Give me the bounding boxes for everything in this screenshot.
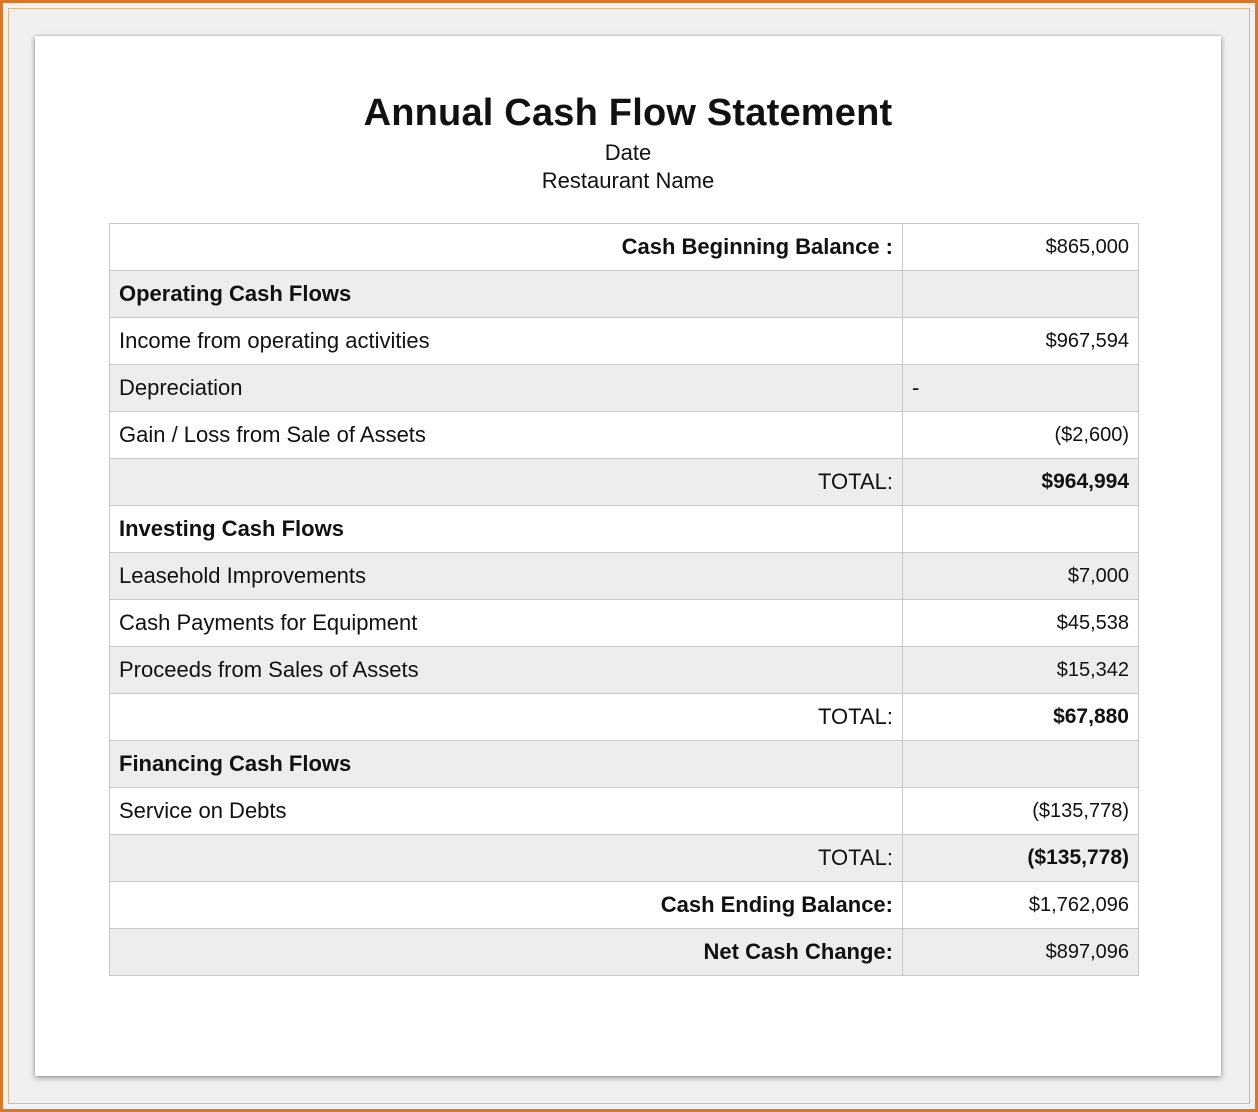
investing-item-value: $45,538 [903, 600, 1139, 647]
net-change-value: $897,096 [903, 929, 1139, 976]
table-row [110, 412, 1139, 459]
investing-item-label: Leasehold Improvements [110, 553, 903, 600]
financing-total-value: ($135,778) [903, 835, 1139, 882]
net-change-row [110, 929, 1139, 976]
table-row [110, 788, 1139, 835]
financing-item-label: Service on Debts [110, 788, 903, 835]
ending-balance-value: $1,762,096 [903, 882, 1139, 929]
operating-header-value-cell [903, 271, 1139, 318]
financing-header: Financing Cash Flows [110, 741, 903, 788]
investing-total-label: TOTAL: [110, 694, 903, 741]
table-row [110, 365, 1139, 412]
operating-item-value: ($2,600) [903, 412, 1139, 459]
table-row [110, 318, 1139, 365]
investing-item-value: $15,342 [903, 647, 1139, 694]
financing-total-row [110, 835, 1139, 882]
restaurant-name-label: Restaurant Name [541, 168, 715, 193]
operating-header-row [110, 271, 1139, 318]
beginning-balance-row [110, 224, 1139, 271]
table-row [110, 647, 1139, 694]
investing-header-value-cell [903, 506, 1139, 553]
investing-item-value: $7,000 [903, 553, 1139, 600]
date-label: Date [604, 140, 652, 165]
financing-header-row [110, 741, 1139, 788]
table-row [110, 600, 1139, 647]
operating-item-value: $967,594 [903, 318, 1139, 365]
investing-item-label: Cash Payments for Equipment [110, 600, 903, 647]
financing-header-value-cell [903, 741, 1139, 788]
operating-item-label: Income from operating activities [110, 318, 903, 365]
operating-item-value: - [903, 365, 1139, 412]
ending-balance-row [110, 882, 1139, 929]
document-title: Annual Cash Flow Statement [363, 92, 893, 134]
operating-item-label: Depreciation [110, 365, 903, 412]
investing-total-value: $67,880 [903, 694, 1139, 741]
ending-balance-label: Cash Ending Balance: [110, 882, 903, 929]
operating-total-row [110, 459, 1139, 506]
operating-header: Operating Cash Flows [110, 271, 903, 318]
statement-sheet [35, 36, 1221, 1076]
investing-header: Investing Cash Flows [110, 506, 903, 553]
operating-total-label: TOTAL: [110, 459, 903, 506]
investing-item-label: Proceeds from Sales of Assets [110, 647, 903, 694]
net-change-label: Net Cash Change: [110, 929, 903, 976]
financing-item-value: ($135,778) [903, 788, 1139, 835]
investing-header-row [110, 506, 1139, 553]
cash-flow-table [109, 223, 1139, 976]
financing-total-label: TOTAL: [110, 835, 903, 882]
beginning-balance-label: Cash Beginning Balance : [110, 224, 903, 271]
investing-total-row [110, 694, 1139, 741]
beginning-balance-value: $865,000 [903, 224, 1139, 271]
table-row [110, 553, 1139, 600]
operating-item-label: Gain / Loss from Sale of Assets [110, 412, 903, 459]
operating-total-value: $964,994 [903, 459, 1139, 506]
